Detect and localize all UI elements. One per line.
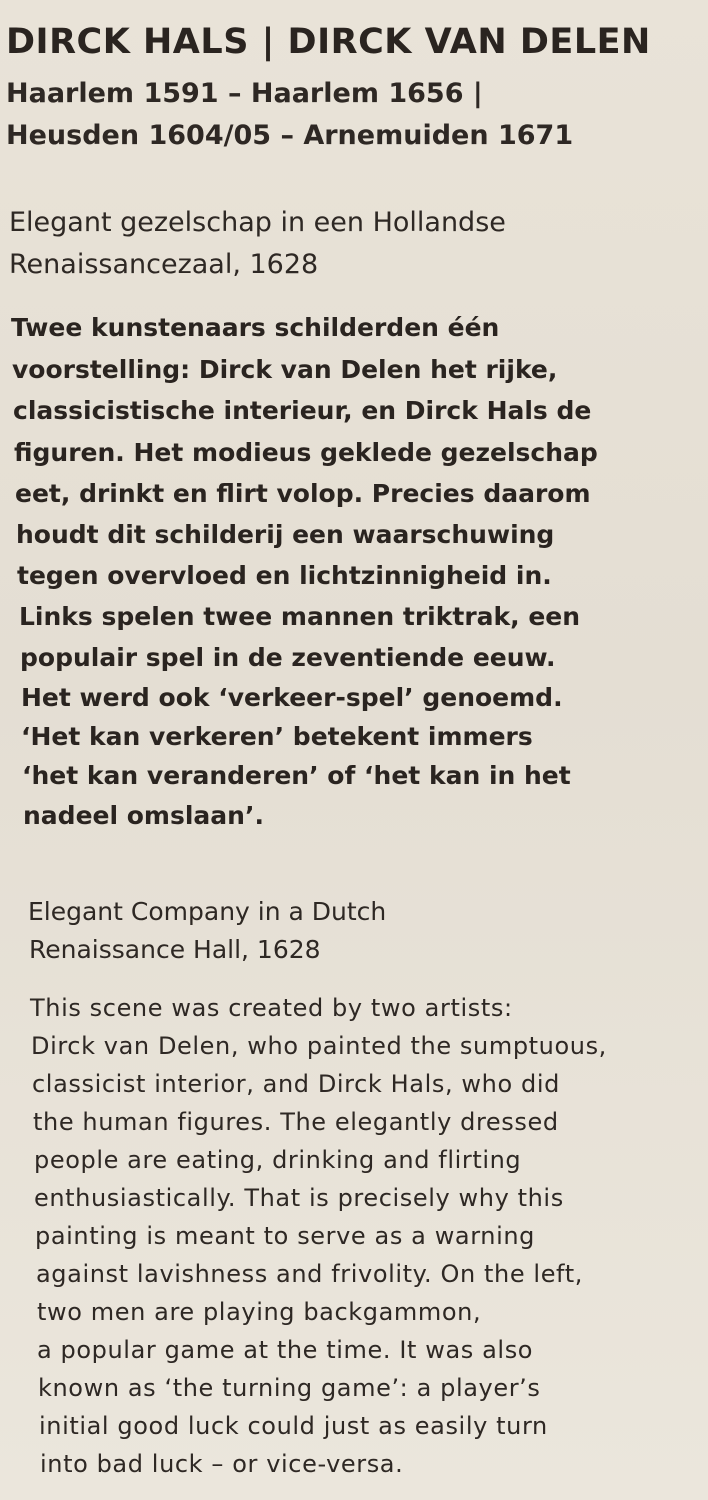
english-artwork-title-line: Elegant Company in a Dutch	[28, 897, 387, 926]
dutch-body-line: houdt dit schilderij een waarschuwing	[16, 520, 555, 549]
dutch-body-line: Het werd ook ‘verkeer-spel’ genoemd.	[21, 683, 563, 712]
english-body-line: two men are playing backgammon,	[37, 1298, 482, 1326]
artist-dates-line-2: Heusden 1604/05 – Arnemuiden 1671	[6, 120, 574, 151]
english-body-line: known as ‘the turning game’: a player’s	[38, 1374, 541, 1402]
dutch-body-line: ‘het kan veranderen’ of ‘het kan in het	[22, 761, 571, 790]
english-body-line: enthusiastically. That is precisely why this	[34, 1184, 564, 1212]
artist-title: DIRCK HALS | DIRCK VAN DELEN	[6, 22, 651, 62]
dutch-body-line: figuren. Het modieus geklede gezelschap	[14, 438, 598, 467]
english-body-line: Dirck van Delen, who painted the sumptuous,	[31, 1032, 607, 1060]
english-artwork-title-line: Renaissance Hall, 1628	[29, 935, 321, 964]
dutch-body-line: voorstelling: Dirck van Delen het rijke,	[12, 355, 558, 384]
dutch-body-line: eet, drinkt en flirt volop. Precies daarom	[15, 479, 591, 508]
english-body-line: the human figures. The elegantly dressed	[33, 1108, 559, 1136]
dutch-artwork-title-line: Elegant gezelschap in een Hollandse	[9, 207, 506, 238]
english-body-line: a popular game at the time. It was also	[37, 1336, 534, 1364]
dutch-body-line: Links spelen twee mannen triktrak, een	[19, 602, 581, 631]
english-body-line: against lavishness and frivolity. On the left,	[36, 1260, 583, 1288]
english-body-line: into bad luck – or vice-versa.	[40, 1450, 404, 1478]
english-body-line: This scene was created by two artists:	[30, 994, 513, 1022]
english-body-line: initial good luck could just as easily turn	[39, 1412, 548, 1440]
artist-dates-line-1: Haarlem 1591 – Haarlem 1656 |	[6, 78, 483, 109]
dutch-body-line: classicistische interieur, en Dirck Hals de	[13, 396, 592, 425]
english-body-line: classicist interior, and Dirck Hals, who did	[32, 1070, 560, 1098]
dutch-body-line: populair spel in de zeventiende eeuw.	[20, 643, 556, 672]
dutch-body-line: tegen overvloed en lichtzinnigheid in.	[17, 561, 552, 590]
dutch-body-line: ‘Het kan verkeren’ betekent immers	[21, 722, 533, 751]
dutch-body-line: Twee kunstenaars schilderden één	[11, 313, 500, 342]
english-body-line: painting is meant to serve as a warning	[35, 1222, 536, 1250]
dutch-artwork-title-line: Renaissancezaal, 1628	[9, 249, 319, 280]
english-body-line: people are eating, drinking and flirting	[34, 1146, 522, 1174]
dutch-body-line: nadeel omslaan’.	[23, 801, 264, 830]
